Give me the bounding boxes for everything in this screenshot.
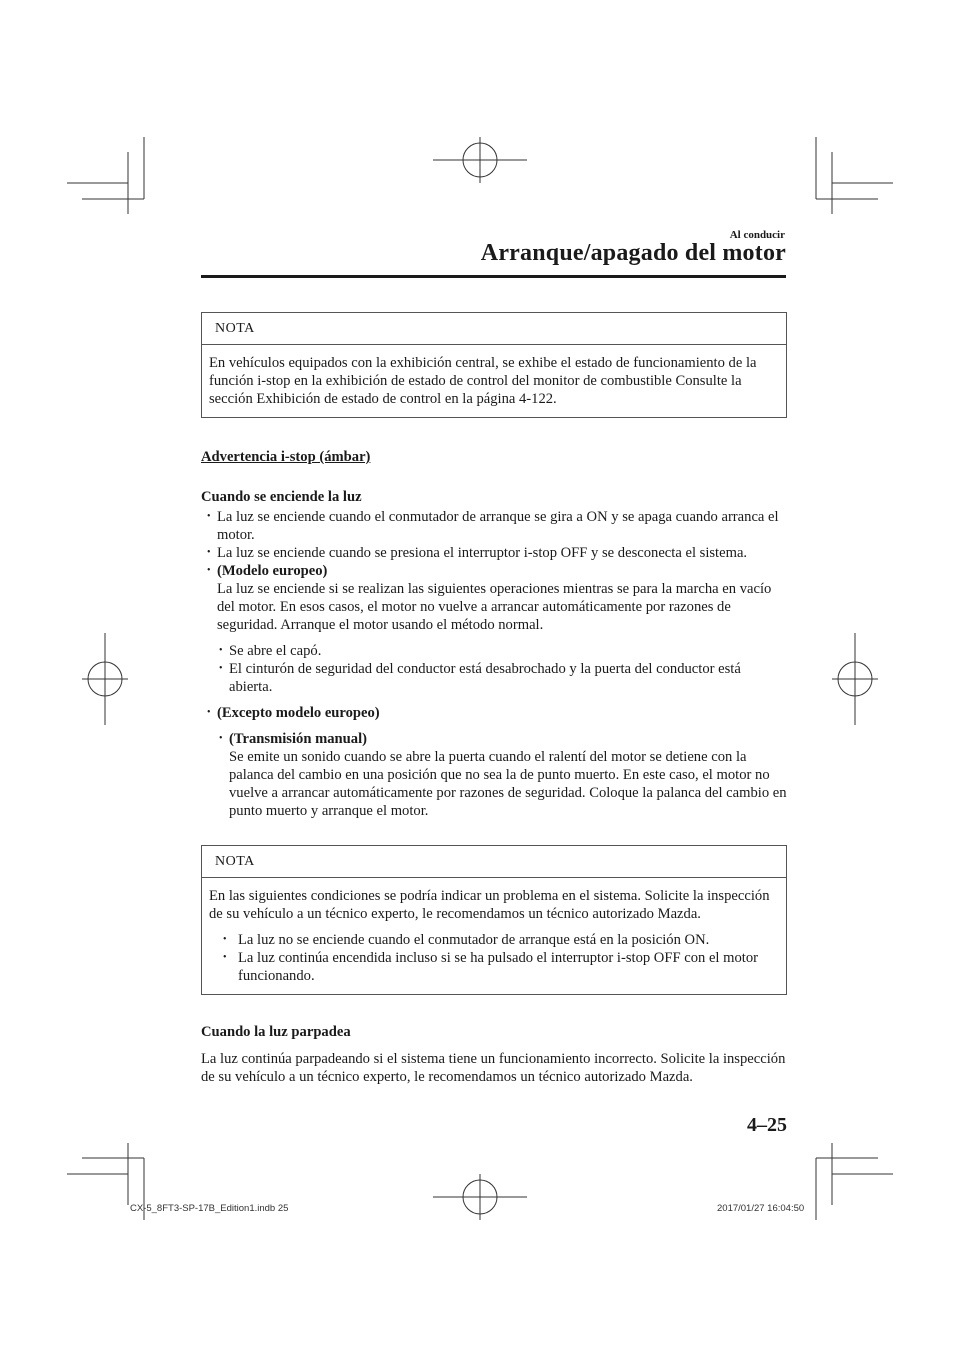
blink-title: Cuando la luz parpadea bbox=[201, 1024, 351, 1040]
sub-item-text: Se emite un sonido cuando se abre la puerta cuando el ralentí del motor se detiene con la palanca del cambio en una posición que no sea la de punto muerto. En este caso, el motor no vuelve a arrancar automáticamente por razones de seguridad. Coloque la palanca del cambio en punto muerto y arranque el motor. bbox=[229, 749, 787, 819]
warning-title: Advertencia i-stop (ámbar) bbox=[201, 449, 371, 465]
item-heading: • (Modelo europeo) bbox=[217, 563, 328, 579]
note-list-item: • La luz no se enciende cuando el conmutador de arranque está en la posición ON. bbox=[221, 931, 776, 949]
list-item: • La luz se enciende cuando se presiona el interruptor i-stop OFF y se desconecta el sistema. bbox=[201, 544, 787, 562]
note-body bbox=[202, 345, 786, 417]
note-box bbox=[201, 845, 787, 995]
list-item bbox=[201, 562, 787, 696]
page-title: Arranque/apagado del motor bbox=[480, 240, 786, 266]
sub-list-item: • El cinturón de seguridad del conductor está desabrochado y la puerta del conductor está abierta. bbox=[217, 660, 787, 696]
footer-file: CX-5_8FT3-SP-17B_Edition1.indb 25 bbox=[130, 1203, 289, 1214]
note-box bbox=[201, 312, 787, 418]
sub-list bbox=[217, 642, 787, 696]
lit-title: Cuando se enciende la luz bbox=[201, 489, 362, 505]
note-heading: NOTA bbox=[202, 313, 786, 345]
note-list-item: • La luz continúa encendida incluso si se ha pulsado el interruptor i-stop OFF con el motor funcionando. bbox=[221, 949, 776, 985]
list-item: • La luz se enciende cuando el conmutador de arranque se gira a ON y se apaga cuando arranca el motor. bbox=[201, 508, 787, 544]
note-text: En las siguientes condiciones se podría indicar un problema en el sistema. Solicite la inspección de su vehículo a un técnico experto, le recomendamos un técnico autorizado Mazda. bbox=[209, 888, 770, 922]
sub-item-heading: • (Transmisión manual) bbox=[229, 731, 367, 747]
header-rule bbox=[201, 275, 786, 278]
blink-text: La luz continúa parpadeando si el sistema tiene un funcionamiento incorrecto. Solicite la inspección de su vehículo a un técnico experto, le recomendamos un técnico autorizado Mazda. bbox=[201, 1051, 786, 1085]
page-number: 4–25 bbox=[747, 1114, 787, 1136]
sub-list bbox=[217, 730, 787, 820]
list-item bbox=[201, 704, 787, 820]
note-text: En vehículos equipados con la exhibición central, se exhibe el estado de funcionamiento de la función i-stop en la exhibición de estado de control del monitor de combustible Consulte la sección Exhibición de estado de control en la página 4-122. bbox=[209, 355, 757, 407]
sub-list-item bbox=[217, 730, 787, 820]
item-text: La luz se enciende si se realizan las siguientes operaciones mientras se para la marcha en vacío del motor. En esos casos, el motor no vuelve a arrancar automáticamente por razones de seguridad. Arranque el motor usando el método normal. bbox=[217, 581, 772, 633]
note-list bbox=[221, 931, 776, 985]
footer-timestamp: 2017/01/27 16:04:50 bbox=[717, 1203, 805, 1214]
lit-list bbox=[201, 508, 787, 820]
main-content bbox=[201, 312, 787, 1086]
section-label: Al conducir bbox=[729, 229, 785, 241]
note-body bbox=[202, 878, 786, 994]
note-heading: NOTA bbox=[202, 846, 786, 878]
item-heading: • (Excepto modelo europeo) bbox=[217, 705, 380, 721]
sub-list-item: • Se abre el capó. bbox=[217, 642, 787, 660]
